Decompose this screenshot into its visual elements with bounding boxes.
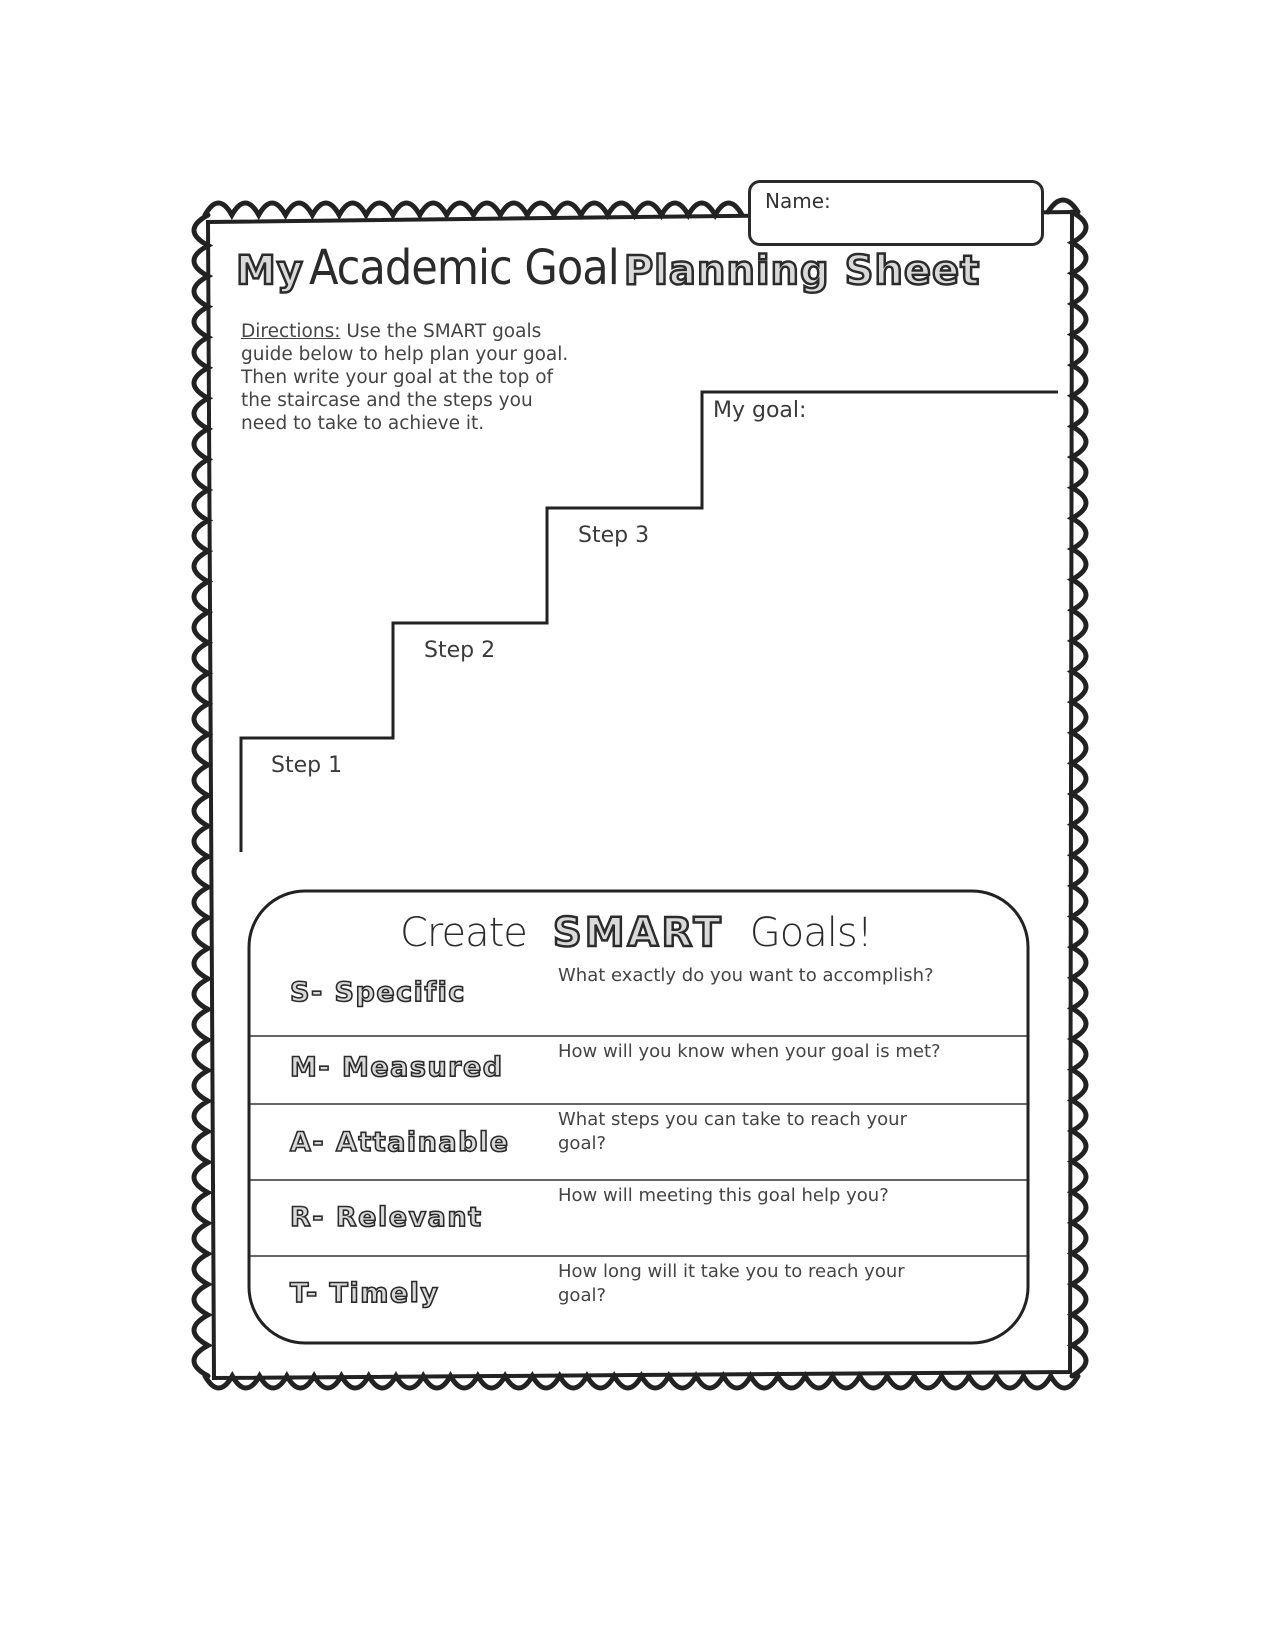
name-field[interactable]: [748, 180, 1044, 246]
step-1-label: Step 1: [271, 753, 343, 778]
my-goal-label: My goal:: [713, 398, 807, 423]
smart-letter-relevant: R- Relevant: [290, 1202, 483, 1233]
page-title: [236, 240, 1056, 310]
smart-letter-attainable: A- Attainable: [290, 1127, 510, 1158]
smart-question-measured: How will you know when your goal is met?: [558, 1041, 941, 1062]
title-planning-sheet: Planning Sheet: [623, 248, 981, 294]
smart-goals-title: [400, 910, 920, 966]
smart-title-smart: SMART: [552, 910, 724, 956]
smart-letter-specific: S- Specific: [290, 977, 466, 1008]
smart-question-timely: How long will it take you to reach your goal?: [558, 1261, 905, 1306]
smart-question-relevant: How will meeting this goal help you?: [558, 1185, 889, 1206]
directions-label: Directions:: [241, 321, 341, 342]
smart-title-create: Create: [400, 910, 527, 956]
title-my: My: [236, 248, 304, 294]
staircase-line: [241, 392, 1058, 852]
smart-letter-timely: T- Timely: [290, 1278, 440, 1309]
smart-question-specific: What exactly do you want to accomplish?: [558, 965, 934, 986]
directions-body: Use the SMART goals guide below to help plan your goal. Then write your goal at the top of the staircase and the steps you need to take to achieve it.: [241, 321, 569, 434]
name-label: Name:: [765, 189, 831, 213]
smart-title-goals: Goals!: [749, 910, 872, 956]
step-3-label: Step 3: [578, 523, 650, 548]
title-academic-goal: Academic Goal: [308, 240, 619, 296]
smart-question-attainable: What steps you can take to reach your goal?: [558, 1109, 907, 1154]
step-2-label: Step 2: [424, 638, 496, 663]
directions-text: [241, 320, 571, 435]
smart-letter-measured: M- Measured: [290, 1052, 504, 1083]
